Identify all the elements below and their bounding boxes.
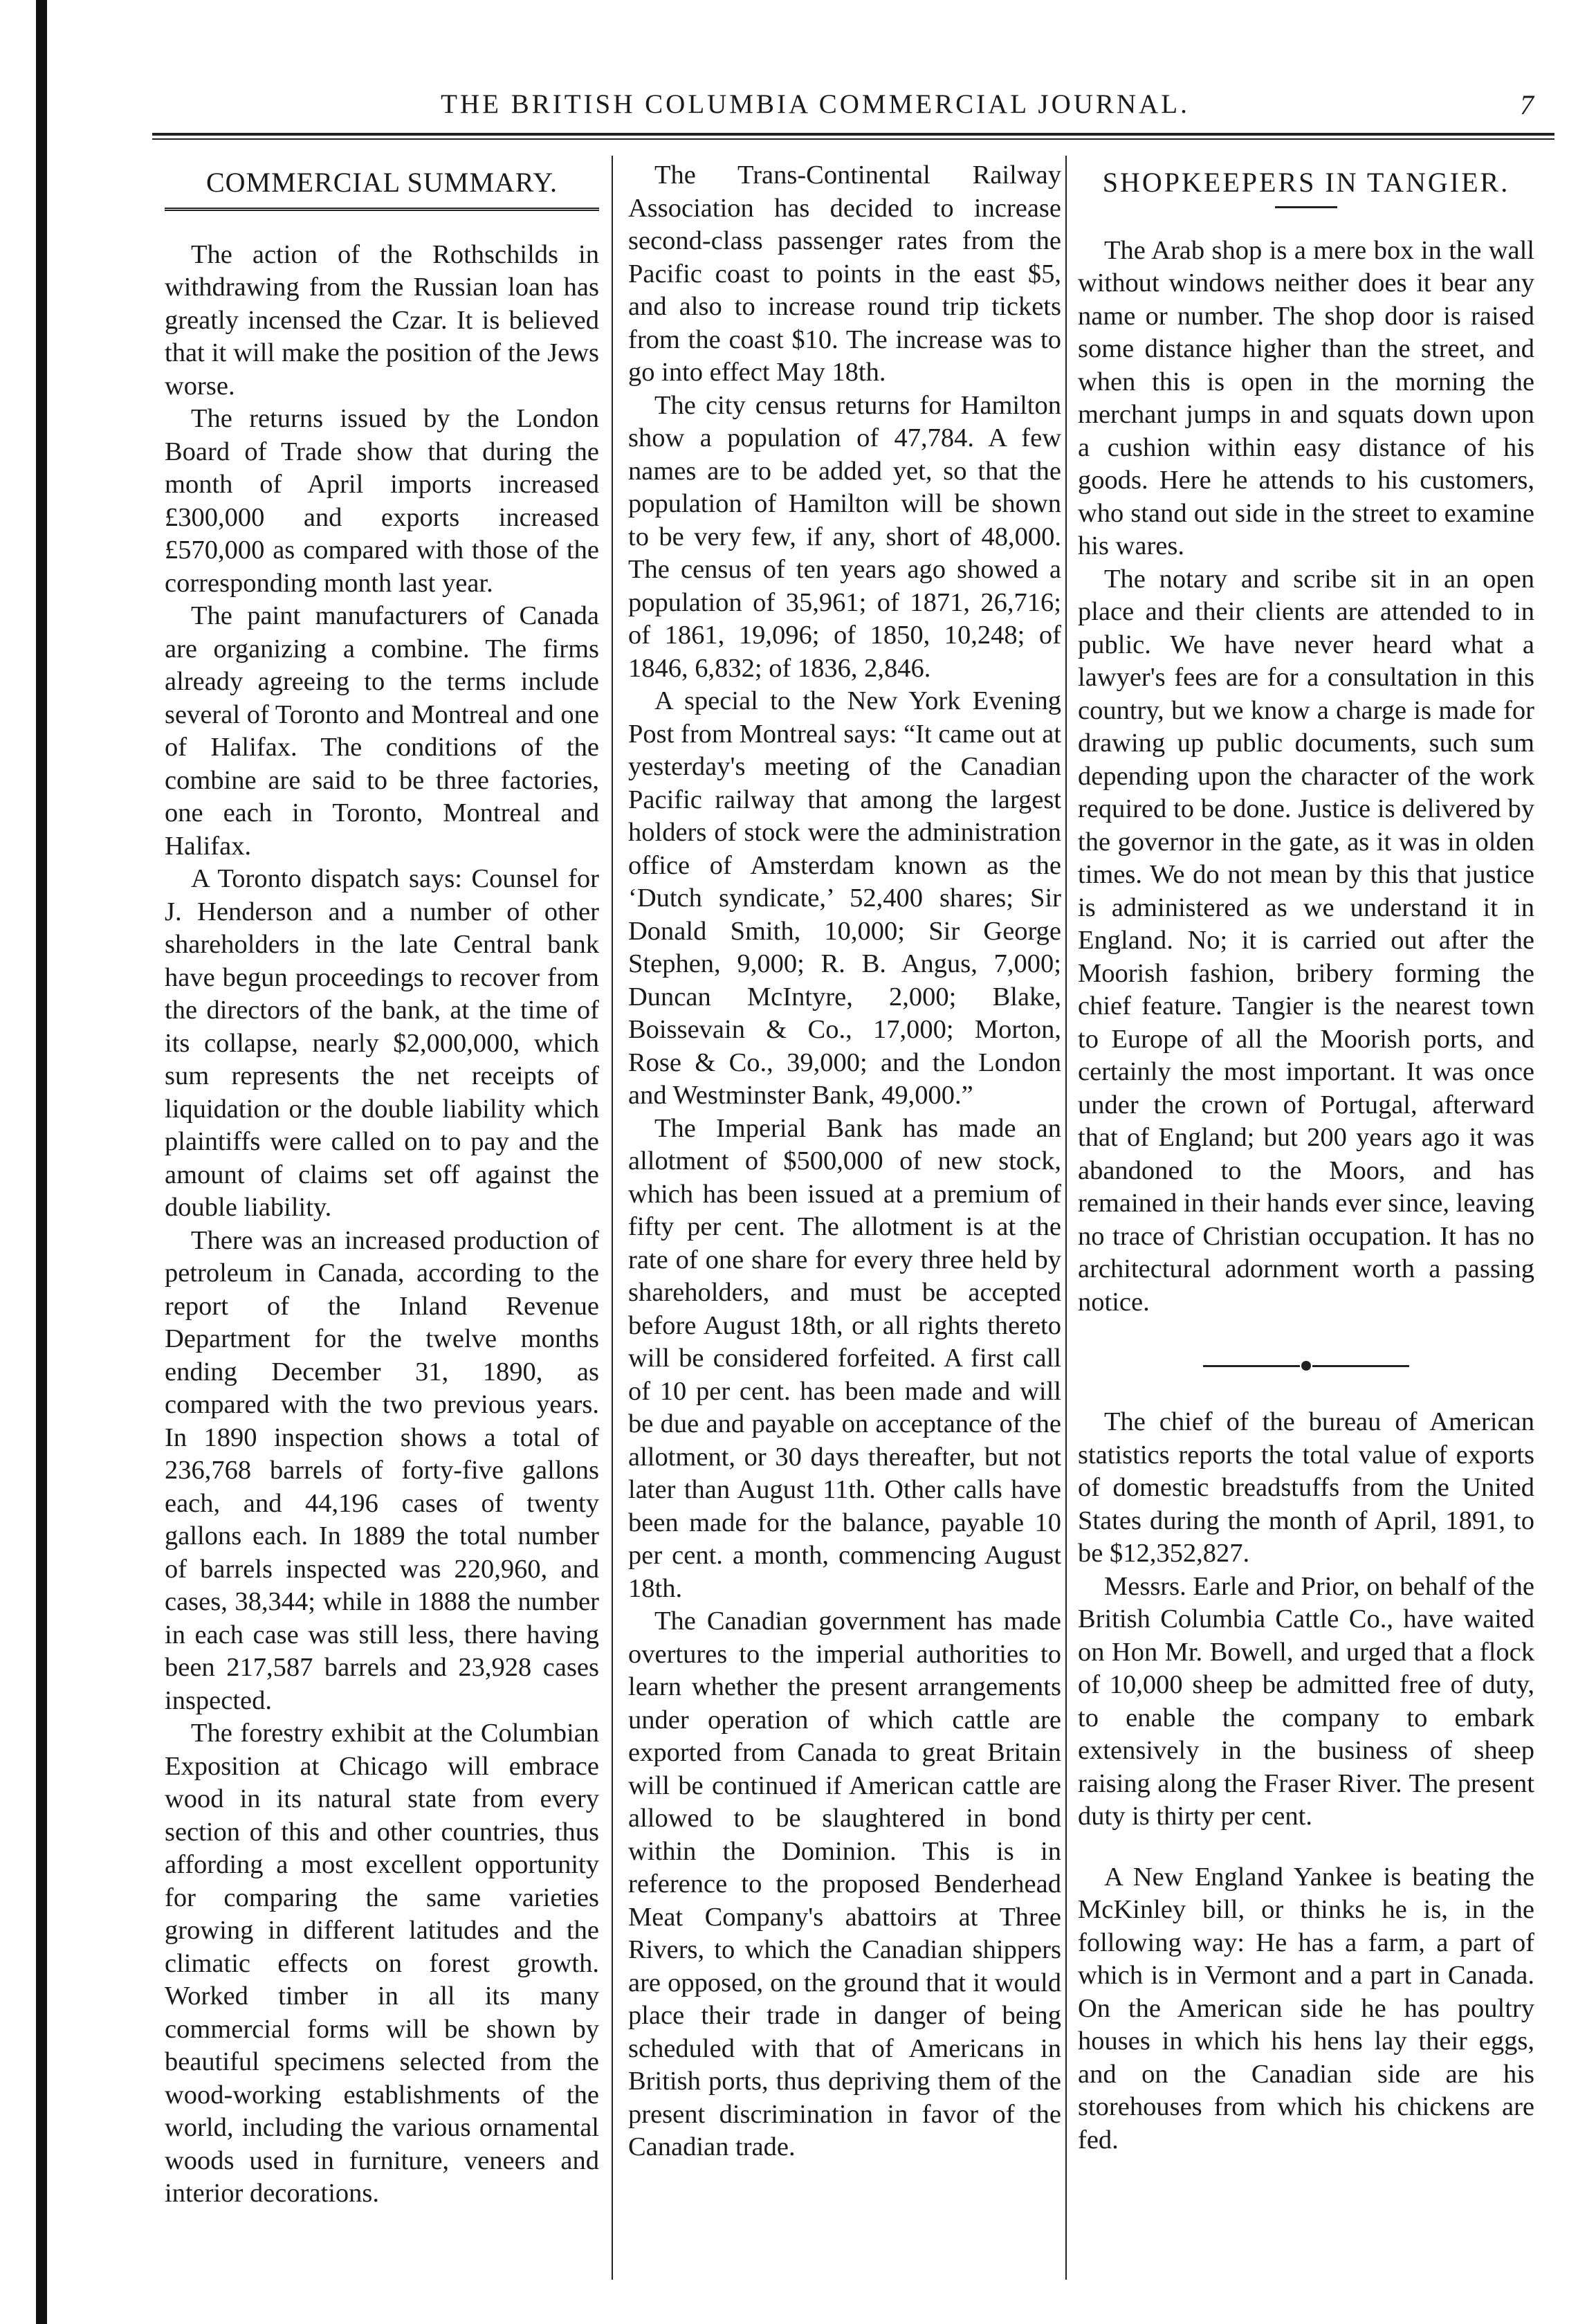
paragraph: The Arab shop is a mere box in the wall without windows neither does it bear any name or number. The shop door is raised some distance higher than the street, and when this is open in the morning the merchant jumps in and squats down upon a cushion within easy distance of his goods. Here he attends to his customers, who stand out side in the street to examine his wares.: [1078, 235, 1534, 560]
paragraph: A Toronto dispatch says: Counsel for J. Henderson and a number of other shareholders in the late Central bank have begun proceedings to recover from the directors of the bank, at the time of its collapse, nearly $2,000,000, which sum represents the net receipts of liquidation or the double liability which plaintiffs were called on to pay and the amount of claims set off against the double liability.: [165, 864, 599, 1222]
divider-line: [1203, 1365, 1300, 1367]
divider-line: [1312, 1365, 1409, 1367]
paragraph: The city census returns for Hamilton show a population of 47,784. A few names are to be added yet, so that the population of Hamilton will be shown to be very few, if any, short of 48,000. The census of ten years ago showed a population of 35,961; of 1871, 26,716; of 1861, 19,096; of 1850, 10,248; of 1846, 6,832; of 1836, 2,846.: [628, 390, 1061, 683]
page-header: [76, 89, 1554, 130]
column-divider: [612, 156, 613, 2280]
journal-title: THE BRITISH COLUMBIA COMMERCIAL JOURNAL.: [441, 89, 1190, 119]
page-number: 7: [1520, 89, 1534, 120]
paragraph: There was an increased production of petroleum in Canada, according to the report of the Inland Revenue Department for the twelve months ending December 31, 1890, as compared with the two previous years. In 1890 inspection shows a total of 236,768 barrels of forty-five gallons each, and 44,196 cases of twenty gallons each. In 1889 the total number of barrels inspected was 220,960, and cases, 38,344; while in 1888 the number in each case was still less, there having been 217,587 barrels and 23,928 cases inspected.: [165, 1225, 599, 1715]
page-edge-rule: [36, 0, 47, 2324]
paragraph: The chief of the bureau of American statistics reports the total value of exports of domestic breadstuffs from the United States during the month of April, 1891, to be $12,352,827.: [1078, 1407, 1534, 1568]
section-divider: [1078, 1360, 1534, 1371]
paragraph: The action of the Rothschilds in withdrawing from the Russian loan has greatly incensed the Czar. It is believed that it will make the position of the Jews worse.: [165, 239, 599, 401]
column-commercial-summary: [165, 159, 599, 2211]
column-middle: [628, 159, 1061, 2164]
column-shopkeepers: [1078, 159, 1534, 2157]
paragraph: The returns issued by the London Board of Trade show that during the month of April imports increased £300,000 and exports increased £570,000 as compared with those of the corresponding month last year.: [165, 404, 599, 598]
paragraph: Messrs. Earle and Prior, on behalf of the British Columbia Cattle Co., have waited on Hon Mr. Bowell, and urged that a flock of 10,000 sheep be admitted free of duty, to enable the company to embark extensively in the business of sheep raising along the Fraser River. The present duty is thirty per cent.: [1078, 1571, 1534, 1831]
heading-rule: [1275, 206, 1337, 208]
paragraph: A special to the New York Evening Post from Montreal says: “It came out at yesterday's meeting of the Canadian Pacific railway that among the largest holders of stock were the administration office of Amsterdam known as the ‘Dutch syndicate,’ 52,400 shares; Sir Donald Smith, 10,000; Sir George Stephen, 9,000; R. B. Angus, 7,000; Duncan McIntyre, 2,000; Blake, Boissevain & Co., 17,000; Morton, Rose & Co., 39,000; and the London and Westminster Bank, 49,000.”: [628, 686, 1061, 1110]
paragraph: The forestry exhibit at the Columbian Exposition at Chicago will embrace wood in its natural state from every section of this and other countries, thus affording a most excellent opportunity for comparing the same varieties growing in different latitudes and the climatic effects on forest growth. Worked timber in all its many commercial forms will be shown by beautiful specimens selected from the wood-working establishments of the world, including the various ornamental woods used in furniture, veneers and interior decorations.: [165, 1719, 599, 2208]
column-divider: [1065, 156, 1067, 2280]
paragraph-gap: [1078, 1833, 1534, 1861]
paragraph: The Trans-Continental Railway Association has decided to increase second-class passenger rates from the Pacific coast to points in the east $5, and also to increase round trip tickets from the coast $10. The increase was to go into effect May 18th.: [628, 161, 1061, 387]
section-heading: SHOPKEEPERS IN TANGIER.: [1102, 167, 1510, 198]
paragraph: The notary and scribe sit in an open place and their clients are attended to in public. We have never heard what a lawyer's fees are for a consultation in this country, but we know a charge is made for drawing up public documents, such sum depending upon the character of the work required to be done. Justice is delivered by the governor in the gate, as it was in olden times. We do not mean by this that justice is administered as we understand it in England. No; it is carried out after the Moorish fashion, bribery forming the chief feature. Tangier is the nearest town to Europe of all the Moorish ports, and certainly the most important. It was once under the crown of Portugal, afterward that of England; but 200 years ago it was abandoned to the Moors, and has remained in their hands ever since, leaving no trace of Christian occupation. It has no architectural adornment worth a passing notice.: [1078, 564, 1534, 1317]
paragraph: The Canadian government has made overtures to the imperial authorities to learn whether the present arrangements under operation of which cattle are exported from Canada to great Britain will be continued if American cattle are allowed to be slaughtered in bond within the Dominion. This is in reference to the proposed Benderhead Meat Company's abattoirs at Three Rivers, to which the Canadian shippers are opposed, on the ground that it would place their trade in danger of being scheduled with that of Americans in British ports, thus depriving them of the present discrimination in favor of the Canadian trade.: [628, 1607, 1061, 2161]
section-heading: COMMERCIAL SUMMARY.: [165, 166, 599, 211]
header-rule: [152, 133, 1554, 140]
paragraph: The paint manufacturers of Canada are organizing a combine. The firms already agreeing to the terms include several of Toronto and Montreal and one of Halifax. The conditions of the combine are said to be three factories, one each in Toronto, Montreal and Halifax.: [165, 601, 599, 861]
divider-dot: [1301, 1361, 1311, 1371]
paragraph: The Imperial Bank has made an allotment of $500,000 of new stock, which has been issued at a premium of fifty per cent. The allotment is at the rate of one share for every three held by shareholders, and must be accepted before August 18th, or all rights thereto will be considered forfeited. A first call of 10 per cent. has been made and will be due and payable on acceptance of the allotment, or 30 days thereafter, but not later than August 11th. Other calls have been made for the balance, payable 10 per cent. a month, commencing August 18th.: [628, 1113, 1061, 1603]
paragraph: A New England Yankee is beating the McKinley bill, or thinks he is, in the following way: He has a farm, a part of which is in Vermont and a part in Canada. On the American side he has poultry houses in which his hens lay their eggs, and on the Canadian side are his storehouses from which his chickens are fed.: [1078, 1862, 1534, 2154]
